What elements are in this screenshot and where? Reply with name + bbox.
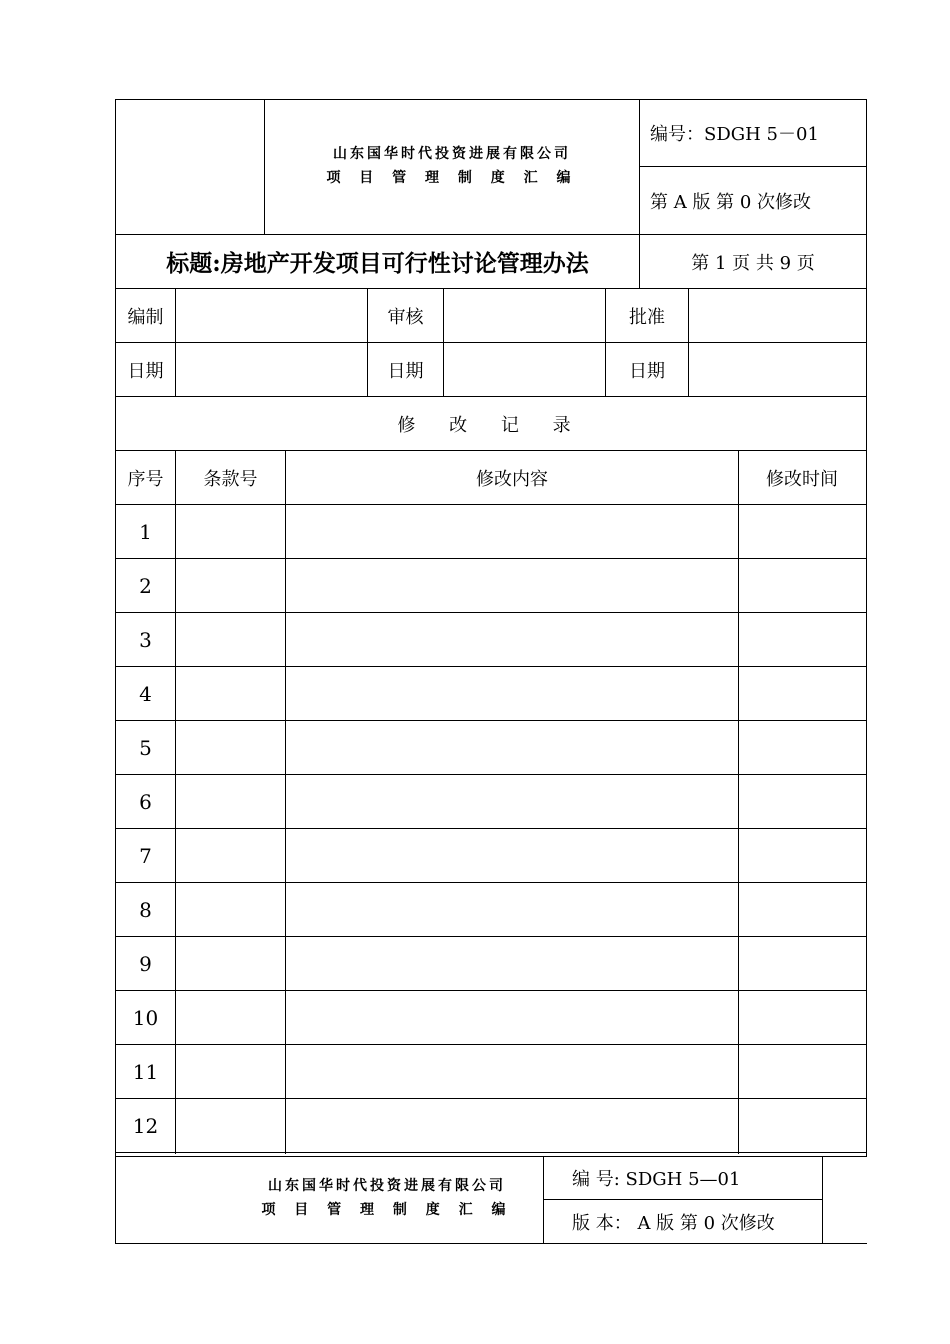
approve-date-label: 日期 <box>629 360 665 382</box>
header-logo-area <box>116 100 264 234</box>
table-cell <box>286 991 738 1044</box>
table-cell <box>739 1099 865 1152</box>
table-cell <box>176 829 285 882</box>
row-number: 12 <box>132 1113 159 1138</box>
footer-version: 版 本： A 版 第 0 次修改 <box>572 1212 775 1234</box>
table-cell <box>739 829 865 882</box>
table-cell <box>176 505 285 558</box>
footer-company <box>116 1172 543 1224</box>
table-cell <box>739 883 865 936</box>
row-number: 6 <box>139 789 152 814</box>
column-header: 修改时间 <box>766 468 838 490</box>
row-number: 8 <box>139 897 152 922</box>
review-value <box>444 289 605 342</box>
table-cell <box>176 559 285 612</box>
table-cell <box>739 721 865 774</box>
footer-manual-name: 项 目 管 理 制 度 汇 编 <box>261 1202 513 1218</box>
manual-name: 项 目 管 理 制 度 汇 编 <box>326 170 578 186</box>
table-cell <box>739 775 865 828</box>
table-cell <box>286 667 738 720</box>
row-number: 4 <box>139 681 152 706</box>
table-cell <box>286 505 738 558</box>
column-header: 修改内容 <box>476 468 548 490</box>
compile-value <box>176 289 367 342</box>
approve-value <box>689 289 866 342</box>
table-cell <box>739 613 865 666</box>
table-cell <box>286 1045 738 1098</box>
review-date-value <box>444 343 605 396</box>
column-header: 序号 <box>127 468 164 490</box>
company-name: 山东国华时代投资进展有限公司 <box>333 146 571 162</box>
doc-number: 编号：SDGH 5－01 <box>650 124 819 145</box>
header-company <box>265 140 639 192</box>
page-count: 第 1 页 共 9 页 <box>691 252 815 274</box>
table-cell <box>739 991 865 1044</box>
row-number: 3 <box>139 627 152 652</box>
table-cell <box>739 505 865 558</box>
footer-company-name: 山东国华时代投资进展有限公司 <box>268 1178 506 1194</box>
table-cell <box>176 1099 285 1152</box>
compile-label: 编制 <box>127 306 164 328</box>
table-cell <box>176 613 285 666</box>
table-cell <box>739 667 865 720</box>
table-cell <box>176 667 285 720</box>
row-number: 9 <box>139 951 152 976</box>
compile-date-label: 日期 <box>127 360 164 382</box>
revision-title: 修 改 记 录 <box>397 414 585 436</box>
table-cell <box>739 937 865 990</box>
approve-label: 批准 <box>629 306 665 328</box>
footer-doc-number: 编 号: SDGH 5—01 <box>572 1169 741 1190</box>
table-cell <box>176 991 285 1044</box>
table-cell <box>286 775 738 828</box>
row-number: 10 <box>132 1005 159 1030</box>
table-cell <box>286 613 738 666</box>
table-cell <box>176 883 285 936</box>
table-cell <box>176 775 285 828</box>
compile-date-value <box>176 343 367 396</box>
table-cell <box>176 937 285 990</box>
table-cell <box>286 1099 738 1152</box>
table-cell <box>286 937 738 990</box>
row-number: 1 <box>139 519 152 544</box>
table-cell <box>286 883 738 936</box>
review-label: 审核 <box>387 306 424 328</box>
table-cell <box>739 1045 865 1098</box>
row-number: 2 <box>139 573 152 598</box>
table-cell <box>739 559 865 612</box>
column-header: 条款号 <box>203 468 258 490</box>
table-cell <box>286 829 738 882</box>
row-number: 11 <box>132 1059 159 1084</box>
doc-version: 第 A 版 第 0 次修改 <box>650 191 812 213</box>
table-cell <box>286 721 738 774</box>
approve-date-value <box>689 343 866 396</box>
row-number: 5 <box>139 735 152 760</box>
table-cell <box>286 559 738 612</box>
table-cell <box>176 721 285 774</box>
table-cell <box>176 1045 285 1098</box>
page-title: 标题:房地产开发项目可行性讨论管理办法 <box>166 250 589 277</box>
row-number: 7 <box>139 843 152 868</box>
review-date-label: 日期 <box>387 360 424 382</box>
